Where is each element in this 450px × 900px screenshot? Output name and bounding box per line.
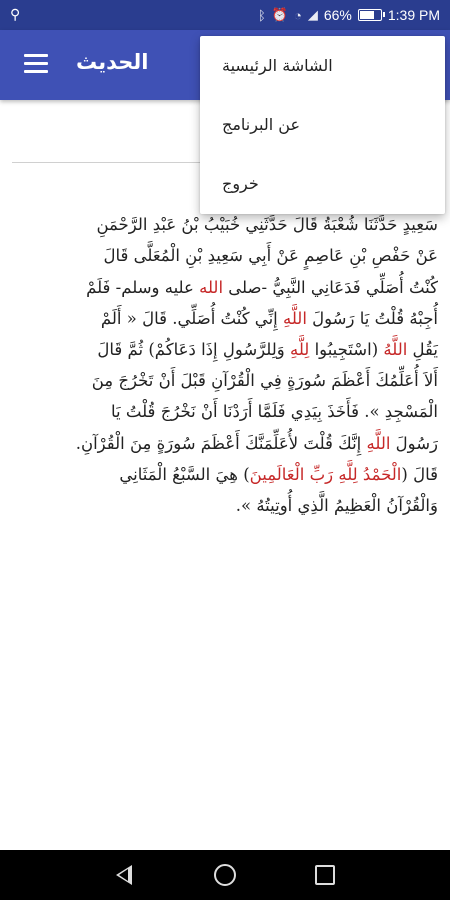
text-segment: قَالَ ( [401, 464, 438, 484]
highlighted-word: لِلَّهِ [290, 340, 310, 360]
hamburger-icon[interactable] [24, 54, 48, 74]
status-icons [258, 7, 440, 23]
text-segment: أَلاَ أُعَلِّمُكَ أَعْظَمَ سُورَةٍ فِي الْقُرْآنِ قَبْلَ أَنْ تَخْرُجَ مِنَ [91, 371, 438, 391]
hadith-text [12, 178, 438, 521]
recents-icon[interactable] [315, 865, 335, 885]
text-segment: رَسُولَ [390, 433, 438, 453]
signal-icon: ◢ [307, 7, 318, 22]
alarm-icon: ⏰ [271, 7, 288, 22]
text-segment: ) هِيَ السَّبْعُ الْمَثَانِي [119, 464, 250, 484]
hadith-line [12, 272, 438, 303]
usb-icon: ⚲ [10, 6, 21, 22]
hadith-line [12, 240, 438, 271]
navigation-bar [0, 850, 450, 900]
hadith-line [12, 396, 438, 427]
home-icon[interactable] [214, 864, 236, 886]
text-segment: الْمَسْجِدِ ». فَأَخَذَ بِيَدِي فَلَمَّا أَرَدْنَا أَنْ نَخْرُجَ قُلْتُ يَا [111, 402, 438, 422]
text-segment: كُنْتُ أُصَلِّي فَدَعَانِي النَّبِيُّ -صلى [223, 277, 438, 297]
app-title: الحديث [76, 50, 149, 74]
hadith-line [12, 303, 438, 334]
highlighted-word: اللَّهُ [383, 340, 408, 360]
highlighted-word: الله [199, 277, 224, 297]
text-segment: يَقُلِ [407, 340, 438, 360]
hadith-line [12, 428, 438, 459]
highlighted-word: اللَّهِ [366, 433, 391, 453]
menu-item-home[interactable] [200, 36, 445, 95]
status-bar [0, 0, 450, 30]
text-segment: عليه وسلم- فَلَمْ [86, 277, 200, 297]
clock: 1:39 PM [387, 7, 440, 23]
text-segment: وَالْقُرْآنُ الْعَظِيمُ الَّذِي أُوتِيتُهُ ». [235, 496, 438, 516]
hadith-line [12, 490, 438, 521]
bluetooth-icon: ᛒ [257, 7, 266, 23]
battery-icon [358, 9, 382, 21]
highlighted-word: اللَّهِ [283, 308, 307, 328]
overflow-menu [200, 36, 445, 214]
text-segment: (اسْتَجِيبُوا [309, 340, 384, 360]
back-icon[interactable] [116, 865, 132, 885]
highlighted-word: الْحَمْدُ لِلَّهِ رَبِّ الْعَالَمِينَ [249, 464, 402, 484]
text-segment: أُجِبْهُ قُلْتُ يَا رَسُولَ [306, 308, 438, 328]
menu-item-label: عن البرنامج [222, 115, 301, 134]
text-segment: سَعِيدٍ حَدَّثَنَا شُعْبَةُ قَالَ حَدَّثَنِي خُبَيْبُ بْنُ عَبْدِ الرَّحْمَنِ [96, 215, 438, 235]
text-segment: عَنْ حَفْصِ بْنِ عَاصِمٍ عَنْ أَبِي سَعِيدِ بْنِ الْمُعَلَّى قَالَ [103, 246, 438, 266]
menu-item-about[interactable] [200, 95, 445, 154]
menu-item-exit[interactable] [200, 154, 445, 213]
text-segment: إِنِّي كُنْتُ أُصَلِّي. قَالَ « أَلَمْ [100, 308, 283, 328]
menu-item-label: الشاشة الرئيسية [222, 56, 333, 75]
wifi-icon: ◔ [293, 7, 302, 23]
menu-item-label: خروج [222, 174, 259, 193]
hadith-line [12, 334, 438, 365]
text-segment: إِنَّكَ قُلْتَ لأُعَلِّمَنَّكَ أَعْظَمَ سُورَةٍ مِنَ الْقُرْآنِ. [75, 433, 367, 453]
hadith-line [12, 459, 438, 490]
battery-percent: 66% [323, 7, 352, 23]
text-segment: وَلِلرَّسُولِ إِذَا دَعَاكُمْ) ثُمَّ قَالَ [97, 340, 290, 360]
hadith-line [12, 365, 438, 396]
